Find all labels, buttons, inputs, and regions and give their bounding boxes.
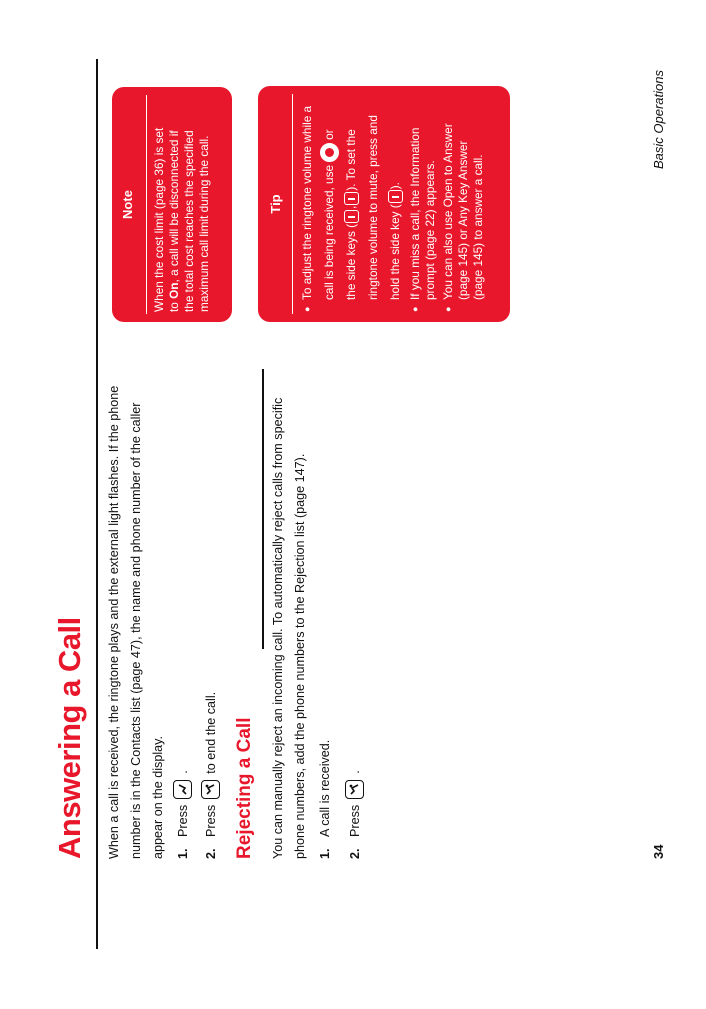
- tip-item-1-line-4: ringtone volume to mute, press and: [366, 115, 380, 300]
- tip-item-3-line-2: (page 145) or Any Key Answer: [456, 140, 470, 300]
- note-line-2: [167, 92, 182, 312]
- step-text: A call is received.: [318, 739, 332, 837]
- answering-intro-line-1: When a call is received, the ringtone plays and the external light flashes. If the phone: [107, 385, 121, 859]
- text: ,: [344, 205, 358, 209]
- tip-item-1: [296, 90, 406, 312]
- answering-intro-line-2: number is in the Contacts list (page 47), the name and phone number of the caller: [129, 402, 143, 859]
- tip-item-2: [408, 90, 438, 312]
- answering-step-2: [201, 692, 220, 859]
- send-key-icon: [173, 780, 192, 799]
- bullet-icon: ●: [410, 306, 420, 312]
- answering-intro-line-3: appear on the display.: [151, 736, 165, 859]
- step-text-after: .: [347, 770, 362, 774]
- note-box: [112, 87, 232, 322]
- tip-item-1-line-5: [384, 90, 406, 300]
- note-line-1: When the cost limit (page 36) is set: [152, 127, 166, 312]
- tip-item-3-line-3: (page 145) to answer a call.: [471, 154, 485, 300]
- side-key-up-icon: [344, 210, 359, 223]
- rejecting-intro-line-1: You can manually reject an incoming call. To automatically reject calls from specific: [271, 397, 285, 859]
- tip-item-1-line-3: [340, 90, 362, 300]
- tip-body: [296, 90, 486, 312]
- section-name: Basic Operations: [651, 70, 666, 169]
- page-top-rule: [96, 59, 98, 949]
- tip-item-1-line-1: To adjust the ringtone volume while a: [300, 105, 314, 300]
- note-line-2-bold: On: [167, 282, 181, 299]
- page-title: Answering a Call: [52, 617, 87, 859]
- rejecting-step-2: [345, 770, 364, 859]
- step-text-before: Press: [347, 804, 362, 837]
- tip-item-2-line-1: If you miss a call, the Information: [408, 127, 422, 300]
- step-number: 2.: [203, 848, 218, 859]
- bullet-icon: ●: [302, 306, 312, 312]
- side-key-down-icon: [344, 192, 359, 205]
- step-number: 1.: [318, 848, 332, 859]
- rejecting-step-1: [318, 740, 332, 859]
- tip-item-3: [441, 90, 486, 312]
- note-line-2-before: to: [167, 298, 181, 312]
- end-key-icon: [345, 780, 364, 799]
- answering-step-1: [173, 770, 192, 859]
- nav-key-icon: [320, 143, 339, 162]
- text: ).: [388, 182, 402, 190]
- end-key-icon: [201, 780, 220, 799]
- tip-title-rule: [292, 94, 293, 314]
- tip-title: Tip: [268, 194, 283, 214]
- step-text-after: to end the call.: [203, 691, 218, 774]
- section-heading-rejecting: Rejecting a Call: [234, 717, 255, 859]
- text: the side keys (: [344, 223, 358, 300]
- step-number: 1.: [175, 848, 190, 859]
- step-text-before: Press: [203, 804, 218, 837]
- text: hold the side key (: [388, 204, 402, 300]
- note-title-rule: [146, 95, 147, 314]
- step-number: 2.: [347, 848, 362, 859]
- tip-item-3-line-1: You can also use Open to Answer: [441, 123, 455, 300]
- section-divider-rule: [262, 369, 264, 649]
- tip-box: [258, 86, 510, 322]
- note-title: Note: [120, 190, 135, 219]
- bullet-icon: ●: [443, 306, 453, 312]
- note-body: [152, 92, 212, 312]
- page-number: 34: [651, 844, 666, 859]
- note-line-2-after: , a call will be disconnected if: [167, 130, 181, 283]
- step-text-before: Press: [175, 804, 190, 837]
- text: or: [322, 129, 336, 140]
- tip-item-1-line-2: [318, 90, 340, 300]
- step-text-after: .: [175, 770, 190, 774]
- rejecting-intro-line-2: phone numbers, add the phone numbers to the Rejection list (page 147).: [293, 453, 307, 859]
- note-line-4: maximum call limit during the call.: [197, 135, 211, 312]
- note-line-3: the total cost reaches the specified: [182, 130, 196, 312]
- text: ). To set the: [344, 129, 358, 191]
- text: call is being received, use: [322, 164, 336, 300]
- tip-item-2-line-2: prompt (page 22) appears.: [423, 160, 437, 300]
- side-key-down-icon: [388, 190, 403, 203]
